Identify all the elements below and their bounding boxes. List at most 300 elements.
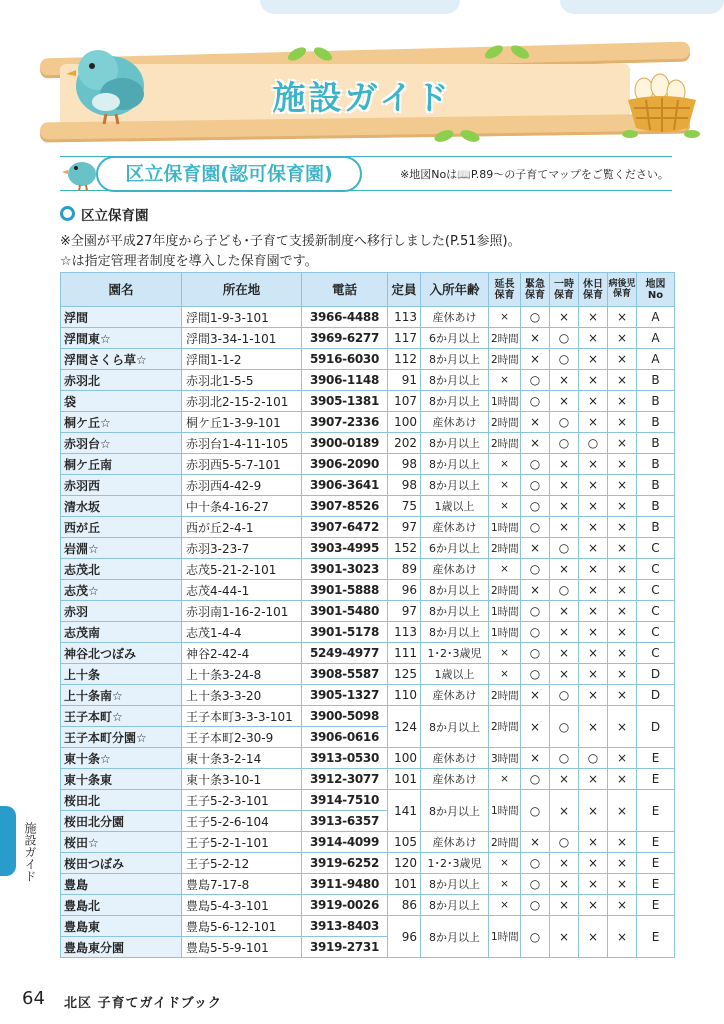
- facility-tel: 3901-5480: [302, 601, 388, 622]
- table-row: [61, 580, 675, 601]
- header-extended: 延長 保育: [489, 273, 521, 307]
- facility-holiday: ×: [579, 706, 608, 748]
- facility-capacity: 100: [388, 748, 421, 769]
- page-title: 施設ガイド: [272, 78, 452, 117]
- facility-address: 王子5-2-1-101: [182, 832, 302, 853]
- facility-age: 1歳以上: [421, 664, 489, 685]
- facility-sick: ×: [608, 496, 637, 517]
- table-row: [61, 475, 675, 496]
- facility-extended: 2時間: [489, 328, 521, 349]
- facility-capacity: 202: [388, 433, 421, 454]
- map-note-prefix: ※地図Noは: [400, 168, 458, 181]
- facility-age: 8か月以上: [421, 370, 489, 391]
- table-row: [61, 370, 675, 391]
- facility-name: 袋: [61, 391, 182, 412]
- facility-tel: 3919-0026: [302, 895, 388, 916]
- facility-emergency: ×: [521, 412, 550, 433]
- facility-emergency: ○: [521, 853, 550, 874]
- facility-capacity: 125: [388, 664, 421, 685]
- table-row: [61, 790, 675, 811]
- facility-capacity: 98: [388, 454, 421, 475]
- facility-name: 王子本町☆: [61, 706, 182, 727]
- facility-tel: 3907-6472: [302, 517, 388, 538]
- facility-address: 豊島7-17-8: [182, 874, 302, 895]
- facility-extended: 2時間: [489, 433, 521, 454]
- facility-holiday: ×: [579, 874, 608, 895]
- facility-name: 桐ケ丘☆: [61, 412, 182, 433]
- facility-address: 豊島5-5-9-101: [182, 937, 302, 958]
- facility-name: 桜田☆: [61, 832, 182, 853]
- table-row: [61, 643, 675, 664]
- facility-holiday: ×: [579, 307, 608, 328]
- facility-sick: ×: [608, 853, 637, 874]
- facility-capacity: 141: [388, 790, 421, 832]
- facility-tel: 3919-2731: [302, 937, 388, 958]
- facility-name: 浮間東☆: [61, 328, 182, 349]
- facility-tel: 3900-5098: [302, 706, 388, 727]
- facility-tel: 3911-9480: [302, 874, 388, 895]
- facility-address: 上十条3-3-20: [182, 685, 302, 706]
- facility-capacity: 98: [388, 475, 421, 496]
- facility-sick: ×: [608, 874, 637, 895]
- facility-address: 上十条3-24-8: [182, 664, 302, 685]
- facility-address: 赤羽3-23-7: [182, 538, 302, 559]
- table-row: [61, 454, 675, 475]
- facility-name: 王子本町分園☆: [61, 727, 182, 748]
- facility-temporary: ○: [550, 433, 579, 454]
- sub-heading-text: 区立保育園: [81, 208, 149, 224]
- facility-name: 豊島東分園: [61, 937, 182, 958]
- facility-map: D: [637, 706, 675, 748]
- header-capacity: 定員: [388, 273, 421, 307]
- facility-age: 8か月以上: [421, 874, 489, 895]
- page-number: 64: [22, 988, 45, 1009]
- facility-age: 8か月以上: [421, 622, 489, 643]
- side-tab-label: 施設ガイド: [23, 822, 37, 882]
- facility-emergency: ×: [521, 538, 550, 559]
- facility-tel: 3901-5178: [302, 622, 388, 643]
- facility-extended: ×: [489, 895, 521, 916]
- facility-age: 1･2･3歳児: [421, 643, 489, 664]
- note-text: ※全園が平成27年度から子ども･子育て支援新制度へ移行しました(P.51参照)。: [60, 234, 521, 249]
- facility-address: 浮間1-9-3-101: [182, 307, 302, 328]
- header-name: 園名: [61, 273, 182, 307]
- facility-name: 赤羽北: [61, 370, 182, 391]
- facility-extended: ×: [489, 643, 521, 664]
- facility-temporary: ×: [550, 475, 579, 496]
- facility-sick: ×: [608, 454, 637, 475]
- side-tab: [0, 806, 16, 876]
- facility-holiday: ×: [579, 790, 608, 832]
- facility-age: 8か月以上: [421, 895, 489, 916]
- table-row: [61, 853, 675, 874]
- facility-temporary: ○: [550, 580, 579, 601]
- facility-emergency: ×: [521, 685, 550, 706]
- facility-sick: ×: [608, 559, 637, 580]
- facility-temporary: ×: [550, 622, 579, 643]
- facility-name: 上十条: [61, 664, 182, 685]
- facility-emergency: ×: [521, 433, 550, 454]
- facility-temporary: ○: [550, 685, 579, 706]
- table-header-row: [61, 273, 675, 307]
- facility-holiday: ×: [579, 580, 608, 601]
- facility-name: 豊島東: [61, 916, 182, 937]
- facility-address: 赤羽西5-5-7-101: [182, 454, 302, 475]
- table-row: [61, 916, 675, 937]
- facility-holiday: ×: [579, 664, 608, 685]
- facility-capacity: 96: [388, 580, 421, 601]
- facility-emergency: ○: [521, 895, 550, 916]
- facility-holiday: ○: [579, 748, 608, 769]
- facility-age: 産休あけ: [421, 832, 489, 853]
- facility-map: E: [637, 916, 675, 958]
- facility-map: B: [637, 475, 675, 496]
- section-title: 区立保育園(認可保育園): [96, 156, 362, 192]
- table-row: [61, 307, 675, 328]
- facility-map: E: [637, 853, 675, 874]
- facility-holiday: ×: [579, 601, 608, 622]
- facility-name: 浮間: [61, 307, 182, 328]
- facility-holiday: ×: [579, 769, 608, 790]
- facility-temporary: ×: [550, 790, 579, 832]
- facility-map: B: [637, 412, 675, 433]
- facility-emergency: ○: [521, 559, 550, 580]
- facility-age: 8か月以上: [421, 580, 489, 601]
- facility-name: 桜田つぼみ: [61, 853, 182, 874]
- facility-extended: 2時間: [489, 832, 521, 853]
- facility-emergency: ○: [521, 496, 550, 517]
- facility-sick: ×: [608, 664, 637, 685]
- facility-map: B: [637, 496, 675, 517]
- facility-address: 豊島5-6-12-101: [182, 916, 302, 937]
- facility-map: E: [637, 769, 675, 790]
- facility-extended: 2時間: [489, 706, 521, 748]
- facility-emergency: ×: [521, 349, 550, 370]
- facility-name: 清水坂: [61, 496, 182, 517]
- facility-map: B: [637, 370, 675, 391]
- facility-address: 志茂5-21-2-101: [182, 559, 302, 580]
- facility-capacity: 110: [388, 685, 421, 706]
- facility-emergency: ○: [521, 622, 550, 643]
- facility-name: 志茂☆: [61, 580, 182, 601]
- facility-sick: ×: [608, 748, 637, 769]
- facility-map: C: [637, 580, 675, 601]
- facility-address: 豊島5-4-3-101: [182, 895, 302, 916]
- facility-address: 西が丘2-4-1: [182, 517, 302, 538]
- facility-map: E: [637, 895, 675, 916]
- book-title: 北区 子育てガイドブック: [64, 996, 222, 1011]
- facility-capacity: 100: [388, 412, 421, 433]
- facility-emergency: ×: [521, 748, 550, 769]
- facility-name: 豊島: [61, 874, 182, 895]
- facility-extended: 1時間: [489, 916, 521, 958]
- header-age: 入所年齢: [421, 273, 489, 307]
- table-row: [61, 412, 675, 433]
- facility-holiday: ×: [579, 349, 608, 370]
- facility-extended: ×: [489, 370, 521, 391]
- facility-emergency: ○: [521, 454, 550, 475]
- facility-holiday: ×: [579, 895, 608, 916]
- header-holiday: 休日 保育: [579, 273, 608, 307]
- facility-map: A: [637, 349, 675, 370]
- facility-tel: 3966-4488: [302, 307, 388, 328]
- facility-sick: ×: [608, 475, 637, 496]
- note-text: ☆は指定管理者制度を導入した保育園です。: [60, 254, 318, 269]
- facility-emergency: ○: [521, 517, 550, 538]
- facility-age: 産休あけ: [421, 307, 489, 328]
- facility-extended: 1時間: [489, 601, 521, 622]
- facility-emergency: ○: [521, 769, 550, 790]
- facility-sick: ×: [608, 685, 637, 706]
- facility-extended: 3時間: [489, 748, 521, 769]
- facility-map: A: [637, 328, 675, 349]
- header-temporary: 一時 保育: [550, 273, 579, 307]
- facility-capacity: 101: [388, 769, 421, 790]
- facility-extended: 1時間: [489, 517, 521, 538]
- facility-emergency: ○: [521, 391, 550, 412]
- facility-tel: 5249-4977: [302, 643, 388, 664]
- table-row: [61, 832, 675, 853]
- header-address: 所在地: [182, 273, 302, 307]
- facility-map: A: [637, 307, 675, 328]
- table-row: [61, 706, 675, 727]
- facility-capacity: 101: [388, 874, 421, 895]
- table-row: [61, 349, 675, 370]
- facility-address: 桐ケ丘1-3-9-101: [182, 412, 302, 433]
- facility-capacity: 111: [388, 643, 421, 664]
- facility-map: E: [637, 748, 675, 769]
- facility-sick: ×: [608, 622, 637, 643]
- facility-emergency: ×: [521, 328, 550, 349]
- facility-address: 王子本町3-3-3-101: [182, 706, 302, 727]
- facility-extended: ×: [489, 559, 521, 580]
- facility-tel: 3908-5587: [302, 664, 388, 685]
- facility-table: [60, 272, 675, 958]
- facility-age: 産休あけ: [421, 748, 489, 769]
- facility-age: 8か月以上: [421, 391, 489, 412]
- facility-emergency: ○: [521, 475, 550, 496]
- facility-capacity: 91: [388, 370, 421, 391]
- facility-emergency: ○: [521, 307, 550, 328]
- facility-sick: ×: [608, 580, 637, 601]
- facility-temporary: ○: [550, 748, 579, 769]
- facility-extended: ×: [489, 874, 521, 895]
- facility-holiday: ×: [579, 475, 608, 496]
- facility-extended: ×: [489, 496, 521, 517]
- facility-holiday: ×: [579, 328, 608, 349]
- facility-age: 8か月以上: [421, 706, 489, 748]
- facility-capacity: 120: [388, 853, 421, 874]
- facility-age: 産休あけ: [421, 517, 489, 538]
- facility-name: 西が丘: [61, 517, 182, 538]
- facility-capacity: 117: [388, 328, 421, 349]
- facility-address: 東十条3-2-14: [182, 748, 302, 769]
- facility-temporary: ×: [550, 601, 579, 622]
- facility-map: E: [637, 790, 675, 832]
- facility-address: 赤羽台1-4-11-105: [182, 433, 302, 454]
- facility-age: 8か月以上: [421, 916, 489, 958]
- facility-address: 神谷2-42-4: [182, 643, 302, 664]
- facility-address: 王子本町2-30-9: [182, 727, 302, 748]
- facility-tel: 3901-3023: [302, 559, 388, 580]
- facility-holiday: ×: [579, 412, 608, 433]
- facility-map: C: [637, 559, 675, 580]
- facility-holiday: ×: [579, 454, 608, 475]
- facility-map: C: [637, 538, 675, 559]
- facility-address: 浮間1-1-2: [182, 349, 302, 370]
- facility-extended: 2時間: [489, 349, 521, 370]
- facility-age: 産休あけ: [421, 412, 489, 433]
- facility-name: 上十条南☆: [61, 685, 182, 706]
- facility-capacity: 124: [388, 706, 421, 748]
- facility-address: 浮間3-34-1-101: [182, 328, 302, 349]
- facility-capacity: 152: [388, 538, 421, 559]
- facility-address: 志茂1-4-4: [182, 622, 302, 643]
- facility-sick: ×: [608, 790, 637, 832]
- facility-sick: ×: [608, 895, 637, 916]
- facility-capacity: 113: [388, 307, 421, 328]
- facility-sick: ×: [608, 433, 637, 454]
- facility-sick: ×: [608, 391, 637, 412]
- facility-temporary: ×: [550, 853, 579, 874]
- facility-extended: 2時間: [489, 580, 521, 601]
- facility-temporary: ×: [550, 370, 579, 391]
- facility-holiday: ×: [579, 832, 608, 853]
- facility-address: 中十条4-16-27: [182, 496, 302, 517]
- facility-sick: ×: [608, 769, 637, 790]
- facility-map: B: [637, 391, 675, 412]
- facility-emergency: ○: [521, 664, 550, 685]
- facility-temporary: ×: [550, 391, 579, 412]
- facility-age: 8か月以上: [421, 349, 489, 370]
- facility-temporary: ○: [550, 706, 579, 748]
- facility-extended: 2時間: [489, 685, 521, 706]
- table-row: [61, 685, 675, 706]
- facility-address: 志茂4-44-1: [182, 580, 302, 601]
- facility-extended: ×: [489, 454, 521, 475]
- facility-tel: 3913-6357: [302, 811, 388, 832]
- facility-holiday: ×: [579, 916, 608, 958]
- facility-tel: 3900-0189: [302, 433, 388, 454]
- book-icon: 📖: [457, 168, 471, 181]
- facility-capacity: 89: [388, 559, 421, 580]
- facility-holiday: ×: [579, 538, 608, 559]
- table-row: [61, 895, 675, 916]
- facility-address: 赤羽西4-42-9: [182, 475, 302, 496]
- table-row: [61, 748, 675, 769]
- facility-extended: ×: [489, 769, 521, 790]
- facility-address: 東十条3-10-1: [182, 769, 302, 790]
- facility-temporary: ×: [550, 517, 579, 538]
- facility-age: 8か月以上: [421, 601, 489, 622]
- facility-age: 8か月以上: [421, 475, 489, 496]
- facility-sick: ×: [608, 307, 637, 328]
- facility-sick: ×: [608, 370, 637, 391]
- facility-map: E: [637, 874, 675, 895]
- table-row: [61, 559, 675, 580]
- facility-age: 6か月以上: [421, 328, 489, 349]
- facility-tel: 5916-6030: [302, 349, 388, 370]
- facility-temporary: ×: [550, 307, 579, 328]
- facility-capacity: 107: [388, 391, 421, 412]
- header-tel: 電話: [302, 273, 388, 307]
- facility-name: 志茂南: [61, 622, 182, 643]
- table-row: [61, 664, 675, 685]
- facility-tel: 3906-3641: [302, 475, 388, 496]
- header-emergency: 緊急 保育: [521, 273, 550, 307]
- facility-sick: ×: [608, 538, 637, 559]
- facility-holiday: ×: [579, 853, 608, 874]
- facility-tel: 3901-5888: [302, 580, 388, 601]
- facility-emergency: ×: [521, 832, 550, 853]
- map-note: [400, 166, 669, 182]
- facility-sick: ×: [608, 643, 637, 664]
- facility-capacity: 75: [388, 496, 421, 517]
- facility-tel: 3905-1381: [302, 391, 388, 412]
- facility-name: 桐ケ丘南: [61, 454, 182, 475]
- facility-tel: 3912-3077: [302, 769, 388, 790]
- facility-name: 赤羽西: [61, 475, 182, 496]
- facility-tel: 3907-8526: [302, 496, 388, 517]
- facility-address: 王子5-2-3-101: [182, 790, 302, 811]
- header-sick: 病後児 保育: [608, 273, 637, 307]
- facility-age: 1歳以上: [421, 496, 489, 517]
- facility-map: C: [637, 622, 675, 643]
- facility-temporary: ×: [550, 874, 579, 895]
- facility-sick: ×: [608, 349, 637, 370]
- facility-address: 王子5-2-12: [182, 853, 302, 874]
- facility-capacity: 112: [388, 349, 421, 370]
- facility-tel: 3906-1148: [302, 370, 388, 391]
- cloud-decoration: [260, 0, 460, 14]
- bullet-icon: [60, 206, 75, 221]
- facility-tel: 3914-7510: [302, 790, 388, 811]
- facility-emergency: ×: [521, 706, 550, 748]
- facility-map: C: [637, 601, 675, 622]
- facility-age: 産休あけ: [421, 769, 489, 790]
- table-row: [61, 874, 675, 895]
- header-map: 地図 No: [637, 273, 675, 307]
- facility-name: 志茂北: [61, 559, 182, 580]
- facility-sick: ×: [608, 706, 637, 748]
- facility-name: 桜田北: [61, 790, 182, 811]
- facility-age: 産休あけ: [421, 559, 489, 580]
- facility-holiday: ×: [579, 559, 608, 580]
- facility-extended: 1時間: [489, 622, 521, 643]
- facility-extended: 1時間: [489, 790, 521, 832]
- facility-name: 赤羽: [61, 601, 182, 622]
- facility-capacity: 105: [388, 832, 421, 853]
- facility-tel: 3903-4995: [302, 538, 388, 559]
- table-row: [61, 391, 675, 412]
- table-row: [61, 496, 675, 517]
- facility-holiday: ×: [579, 370, 608, 391]
- facility-tel: 3969-6277: [302, 328, 388, 349]
- facility-temporary: ×: [550, 664, 579, 685]
- facility-age: 8か月以上: [421, 454, 489, 475]
- facility-extended: ×: [489, 307, 521, 328]
- facility-temporary: ○: [550, 349, 579, 370]
- facility-extended: ×: [489, 475, 521, 496]
- table-row: [61, 622, 675, 643]
- facility-name: 桜田北分園: [61, 811, 182, 832]
- facility-temporary: ×: [550, 769, 579, 790]
- facility-temporary: ×: [550, 496, 579, 517]
- facility-sick: ×: [608, 328, 637, 349]
- facility-capacity: 96: [388, 916, 421, 958]
- facility-name: 豊島北: [61, 895, 182, 916]
- cloud-decoration: [560, 0, 724, 14]
